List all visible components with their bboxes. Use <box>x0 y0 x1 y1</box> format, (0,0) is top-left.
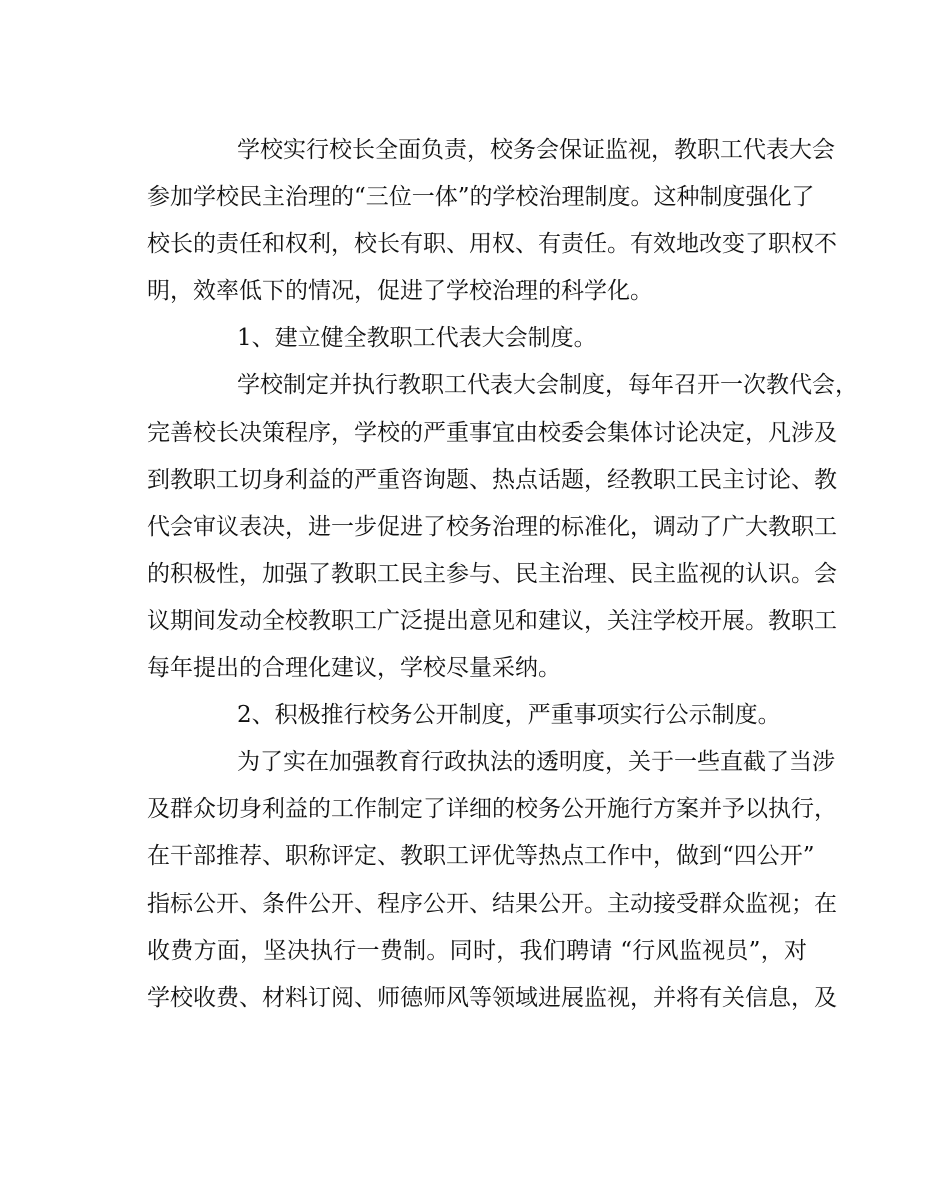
paragraph-2 <box>147 362 858 692</box>
paragraph-1 <box>147 127 837 315</box>
text-line: 每年提出的合理化建议，学校尽量采纳。 <box>147 655 561 682</box>
text-line: 指标公开、条件公开、程序公开、结果公开。主动接受群众监视；在 <box>147 890 837 917</box>
text-line: 参加学校民主治理的“三位一体”的学校治理制度。这种制度强化了 <box>147 184 815 211</box>
text-line: 1、建立健全教职工代表大会制度。 <box>237 325 597 352</box>
text-line: 学校实行校长全面负责，校务会保证监视，教职工代表大会 <box>237 137 835 163</box>
document-body <box>147 127 858 1022</box>
section-heading-2 <box>147 692 807 739</box>
text-line: 明，效率低下的情况，促进了学校治理的科学化。 <box>147 278 653 305</box>
text-line: 校长的责任和权利，校长有职、用权、有责任。有效地改变了职权不 <box>147 231 837 258</box>
text-line: 学校制定并执行教职工代表大会制度，每年召开一次教代会， <box>237 372 858 399</box>
text-line: 议期间发动全校教职工广泛提出意见和建议，关注学校开展。教职工 <box>147 607 837 634</box>
paragraph-3 <box>147 739 837 1022</box>
text-line: 完善校长决策程序，学校的严重事宜由校委会集体讨论决定，凡涉及 <box>147 419 837 446</box>
text-line: 收费方面，坚决执行一费制。同时，我们聘请 “行风监视员”，对 <box>147 937 807 964</box>
text-line: 到教职工切身利益的严重咨询题、热点话题，经教职工民主讨论、教 <box>147 466 837 493</box>
text-line: 学校收费、材料订阅、师德师风等领域进展监视，并将有关信息，及 <box>147 984 837 1011</box>
text-line: 为了实在加强教育行政执法的透明度，关于一些直截了当涉 <box>237 749 835 776</box>
text-line: 的积极性，加强了教职工民主参与、民主治理、民主监视的认识。会 <box>147 560 837 587</box>
text-line: 代会审议表决，进一步促进了校务治理的标准化，调动了广大教职工 <box>147 513 837 540</box>
text-line: 2、积极推行校务公开制度，严重事项实行公示制度。 <box>237 702 781 729</box>
text-line: 及群众切身利益的工作制定了详细的校务公开施行方案并予以执行， <box>147 796 837 823</box>
section-heading-1 <box>147 315 807 362</box>
text-line: 在干部推荐、职称评定、教职工评优等热点工作中，做到“四公开” <box>147 843 815 870</box>
